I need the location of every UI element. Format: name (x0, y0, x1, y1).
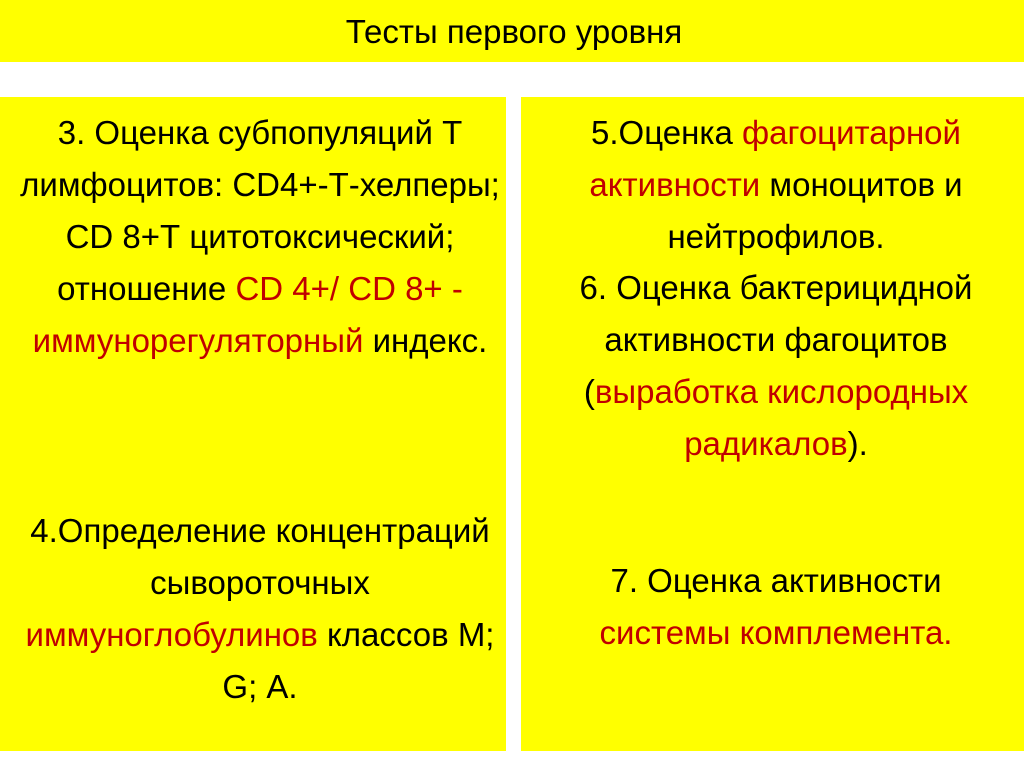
slide-title: Тесты первого уровня (345, 12, 683, 50)
item-4-highlight: иммуноглобулинов (25, 616, 318, 653)
item-3-tail: индекс. (363, 322, 488, 359)
item-5-highlight: фагоцитарной активности (589, 114, 961, 203)
left-panel (0, 97, 506, 751)
item-6-highlight: выработка кислородных радикалов (594, 373, 969, 462)
right-panel (521, 97, 1024, 751)
title-bar (0, 0, 1024, 62)
item-4-tail: классов М; G; А. (222, 616, 495, 705)
item-3-lead: 3. Оценка субпопуляций Т лимфоцитов: CD4+-Т-хелперы; CD 8+Т цитотоксический; отношение (20, 114, 500, 307)
item-7-lead: 7. Оценка активности (610, 562, 942, 599)
item-5-phagocytic-text (531, 107, 1021, 263)
item-6-tail: ). (847, 425, 868, 462)
item-7-complement-text (541, 555, 1011, 659)
item-5-lead: 5.Оценка (591, 114, 742, 151)
item-5-tail: моноцитов и нейтрофилов. (667, 166, 963, 255)
item-6-bactericidal-text (541, 262, 1011, 470)
item-3-highlight: CD 4+/ CD 8+ - иммунорегуляторный (32, 270, 463, 359)
item-4-immunoglobulins-text (20, 505, 500, 713)
item-7-highlight: системы комплемента. (599, 614, 953, 651)
item-6-lead: 6. Оценка бактерицидной активности фагоцитов ( (579, 269, 973, 410)
item-3-immunophenotype-text (20, 107, 500, 367)
item-4-lead: 4.Определение концентраций сывороточных (30, 512, 490, 601)
